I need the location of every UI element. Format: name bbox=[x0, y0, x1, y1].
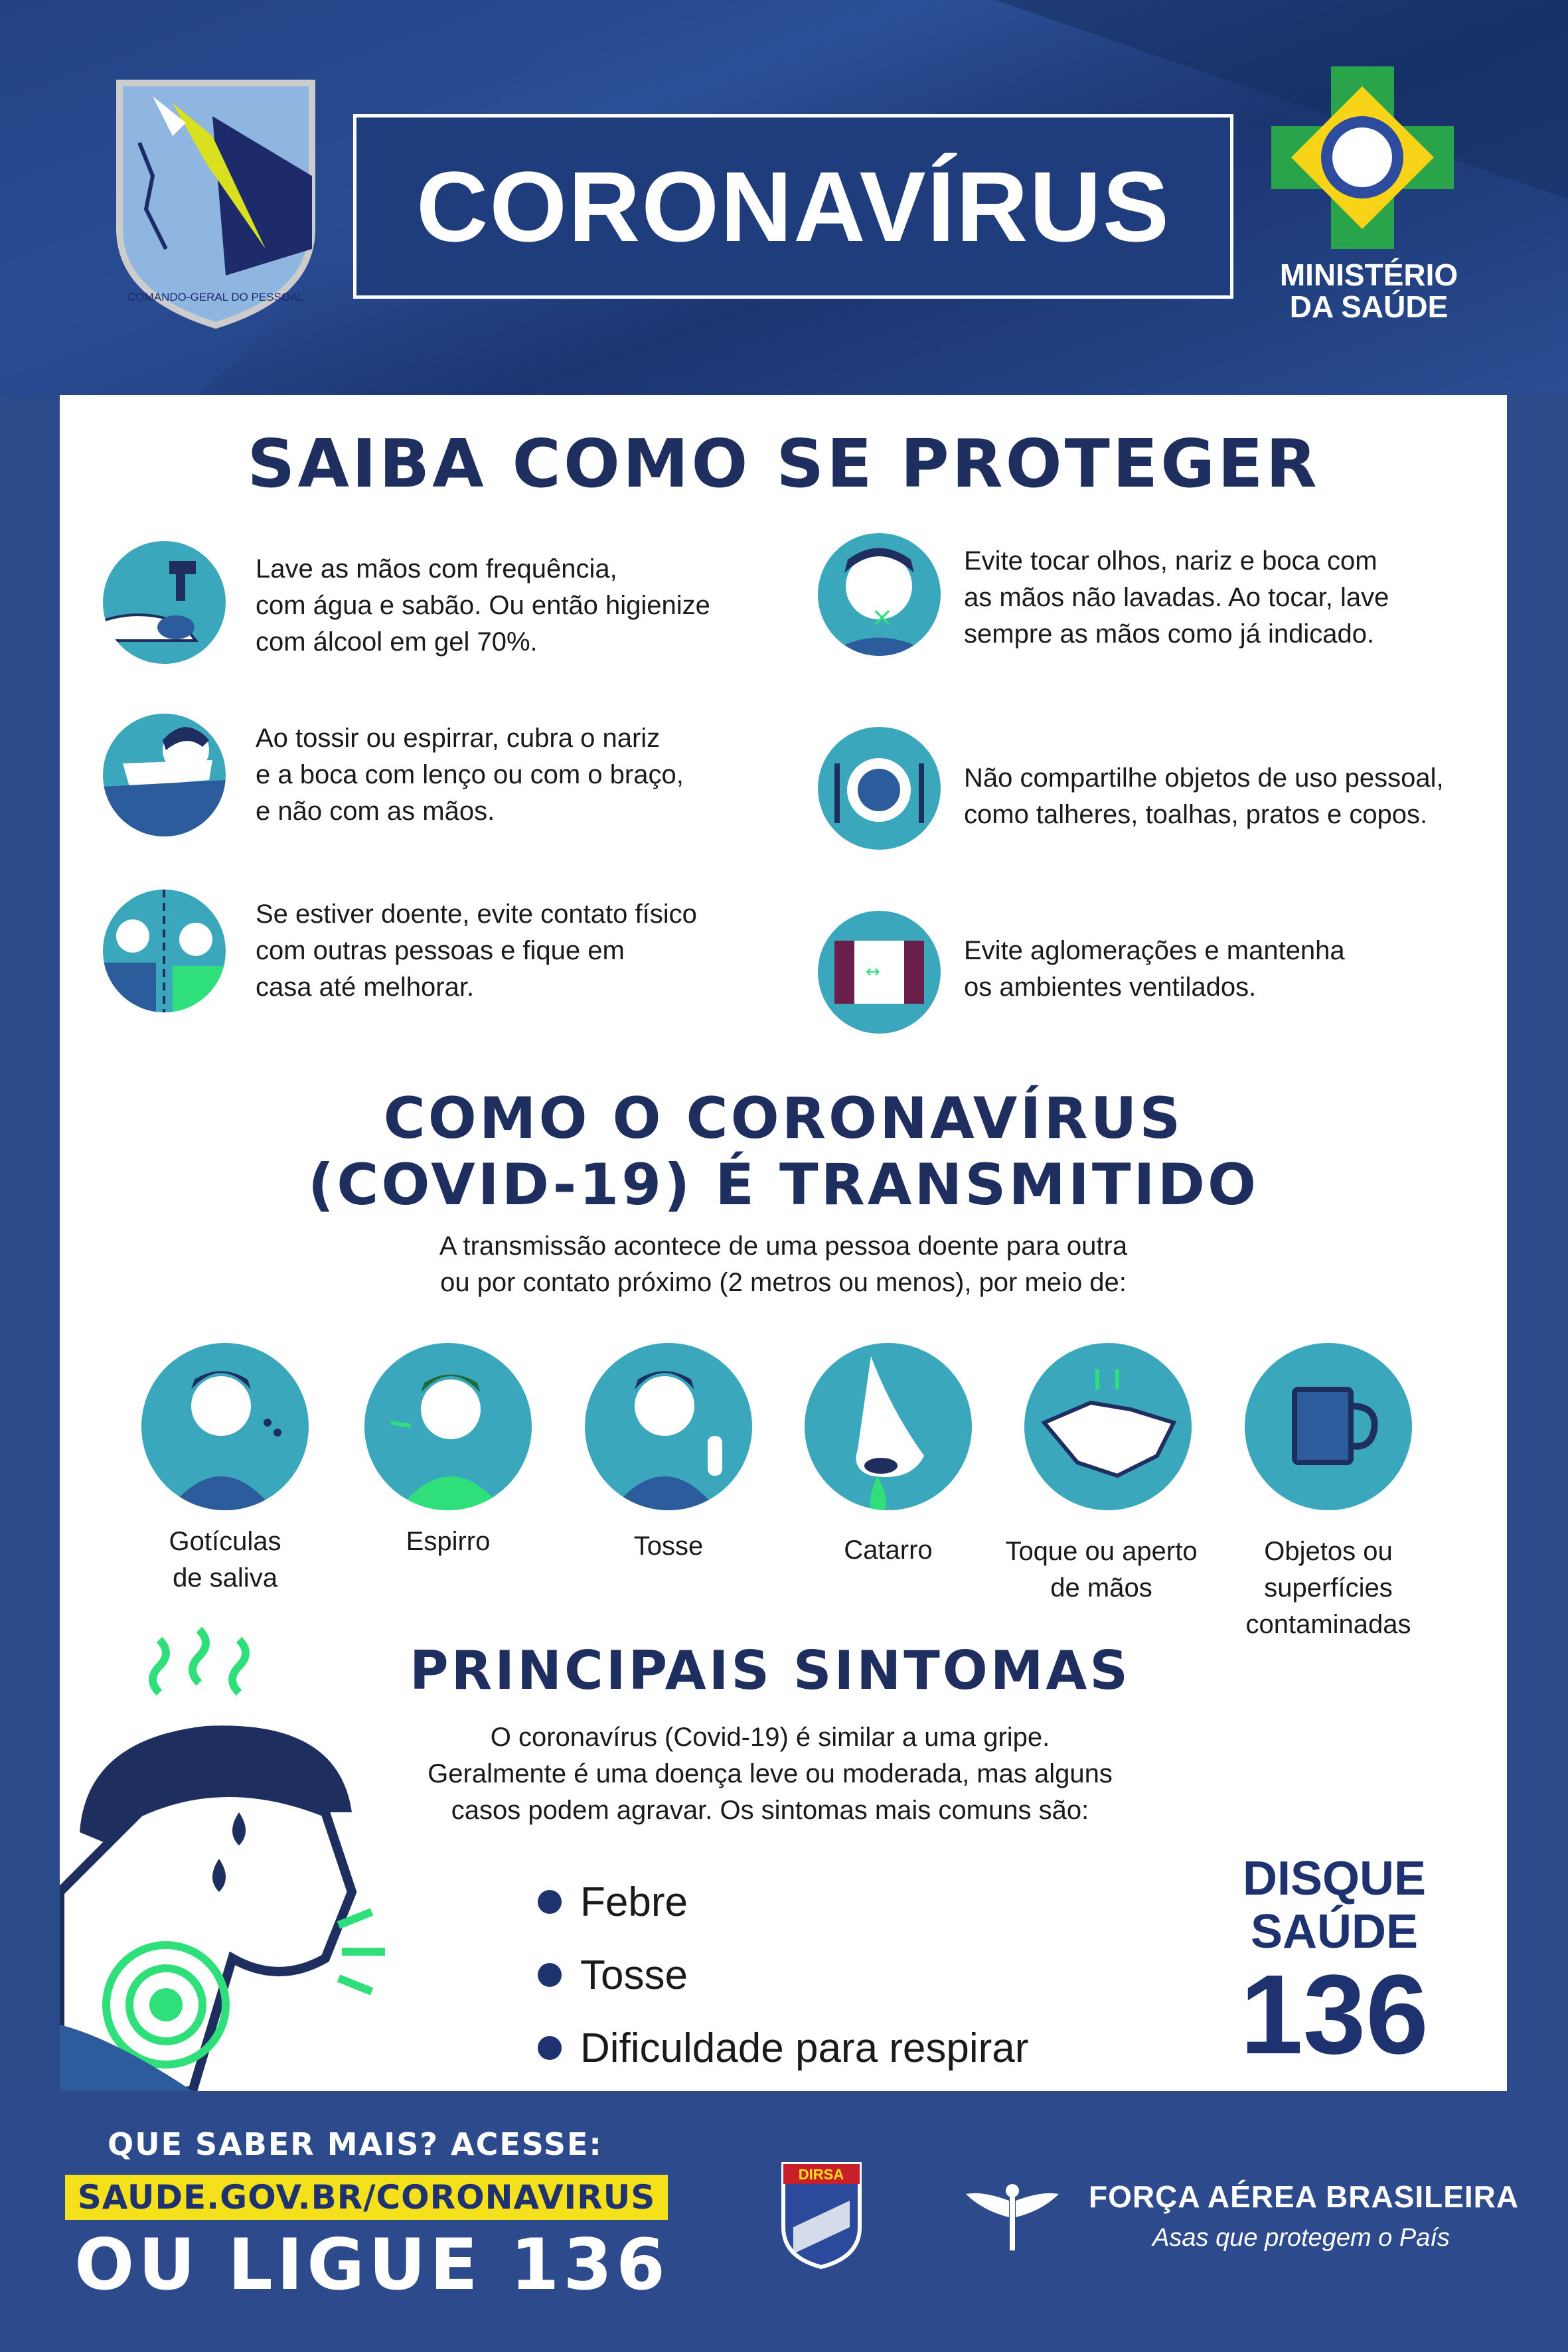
transmission-label-saliva: Gotículas de saliva bbox=[169, 1527, 281, 1593]
list-item: Febre bbox=[538, 1865, 1028, 1938]
comando-emblem bbox=[113, 76, 319, 329]
ministry-line-2: DA SAÚDE bbox=[1289, 289, 1449, 324]
no-face-touch-icon bbox=[818, 533, 941, 656]
disque-saude-badge bbox=[1221, 1852, 1447, 2078]
transmission-heading bbox=[60, 1085, 1507, 1218]
tip-sick-distance: Se estiver doente, evite contato físico com outras pessoas e fique em casa até melhorar. bbox=[256, 900, 697, 1002]
bullet-icon bbox=[538, 2036, 562, 2060]
bullet-icon bbox=[538, 1963, 562, 1987]
disque-line-2: SAÚDE bbox=[1250, 1905, 1419, 1958]
ministry-line-1: MINISTÉRIO bbox=[1279, 258, 1458, 292]
list-item: Dificuldade para respirar bbox=[538, 2011, 1028, 2084]
emblem-caption: COMANDO-GERAL DO PESSOAL bbox=[127, 291, 304, 303]
transmission-heading-line-2: (COVID-19) É TRANSMITIDO bbox=[307, 1152, 1259, 1218]
ministry-cross-icon bbox=[1271, 66, 1454, 249]
disque-line-1: DISQUE bbox=[1242, 1852, 1427, 1905]
sneeze-icon bbox=[364, 1343, 532, 1510]
cutlery-plate-icon bbox=[818, 727, 941, 850]
page-title: CORONAVÍRUS bbox=[416, 150, 1170, 262]
dirsa-label: DIRSA bbox=[798, 2166, 844, 2183]
transmission-label-objects: Objetos ou superfícies contaminadas bbox=[1245, 1537, 1411, 1639]
hand-washing-icon bbox=[103, 541, 226, 664]
symptoms-description: O coronavírus (Covid-19) é similar a uma gripe. Geralmente é uma doença leve ou moderada, mas alguns casos podem agravar. Os sintomas mais comuns são: bbox=[428, 1723, 1113, 1825]
transmission-label-cough: Tosse bbox=[633, 1531, 704, 1561]
symptoms-heading: PRINCIPAIS SINTOMAS bbox=[410, 1640, 1131, 1701]
transmission-label-handshake: Toque ou aperto de mãos bbox=[1005, 1537, 1198, 1603]
handshake-icon bbox=[1024, 1343, 1192, 1510]
footer-question: QUE SABER MAIS? ACESSE: bbox=[108, 2126, 603, 2162]
transmission-heading-line-1: COMO O CORONAVÍRUS bbox=[383, 1085, 1184, 1152]
tip-no-face-touch: Evite tocar olhos, nariz e boca com as mãos não lavadas. Ao tocar, lave sempre as mãos como já indicado. bbox=[964, 546, 1389, 649]
disque-number: 136 bbox=[1240, 1952, 1429, 2078]
sick-person-illustration bbox=[60, 1613, 405, 2091]
list-item: Tosse bbox=[538, 1938, 1028, 2011]
dirsa-shield-icon bbox=[780, 2161, 863, 2270]
tip-hand-washing: Lave as mãos com frequência, com água e sabão. Ou então higienize com álcool em gel 70%. bbox=[256, 554, 710, 657]
nose-mucus-icon bbox=[805, 1343, 972, 1510]
symptoms-list bbox=[538, 1865, 1028, 2084]
transmission-label-mucus: Catarro bbox=[844, 1535, 933, 1565]
cough-icon bbox=[585, 1343, 752, 1510]
svg-text:×: × bbox=[871, 602, 894, 633]
sick-distance-icon bbox=[103, 890, 226, 1012]
bullet-icon bbox=[538, 1890, 562, 1914]
title-box bbox=[353, 114, 1233, 299]
ministry-name bbox=[1269, 259, 1468, 323]
cough-elbow-icon bbox=[103, 714, 226, 836]
fab-name: FORÇA AÉREA BRASILEIRA bbox=[1089, 2179, 1520, 2214]
fab-wings-icon bbox=[963, 2181, 1062, 2250]
footer-url-link[interactable]: SAUDE.GOV.BR/CORONAVIRUS bbox=[65, 2175, 668, 2220]
saliva-droplets-icon bbox=[141, 1343, 309, 1510]
fab-slogan: Asas que protegem o País bbox=[1152, 2224, 1450, 2252]
mug-icon bbox=[1245, 1343, 1412, 1510]
tip-cough-elbow: Ao tossir ou espirrar, cubra o nariz e a boca com lenço ou com o braço, e não com as mãos. bbox=[256, 724, 684, 826]
transmission-intro: A transmissão acontece de uma pessoa doente para outra ou por contato próximo (2 metros ou menos), por meio de: bbox=[439, 1231, 1128, 1297]
footer-call: OU LIGUE 136 bbox=[74, 2224, 669, 2306]
protect-heading: SAIBA COMO SE PROTEGER bbox=[247, 425, 1320, 503]
svg-text:↔: ↔ bbox=[866, 962, 880, 982]
tip-ventilation: Evite aglomerações e mantenha os ambientes ventilados. bbox=[964, 936, 1345, 1002]
tip-no-sharing: Não compartilhe objetos de uso pessoal, como talheres, toalhas, pratos e copos. bbox=[964, 763, 1444, 829]
transmission-label-sneeze: Espirro bbox=[406, 1527, 491, 1556]
open-window-icon bbox=[818, 911, 941, 1034]
